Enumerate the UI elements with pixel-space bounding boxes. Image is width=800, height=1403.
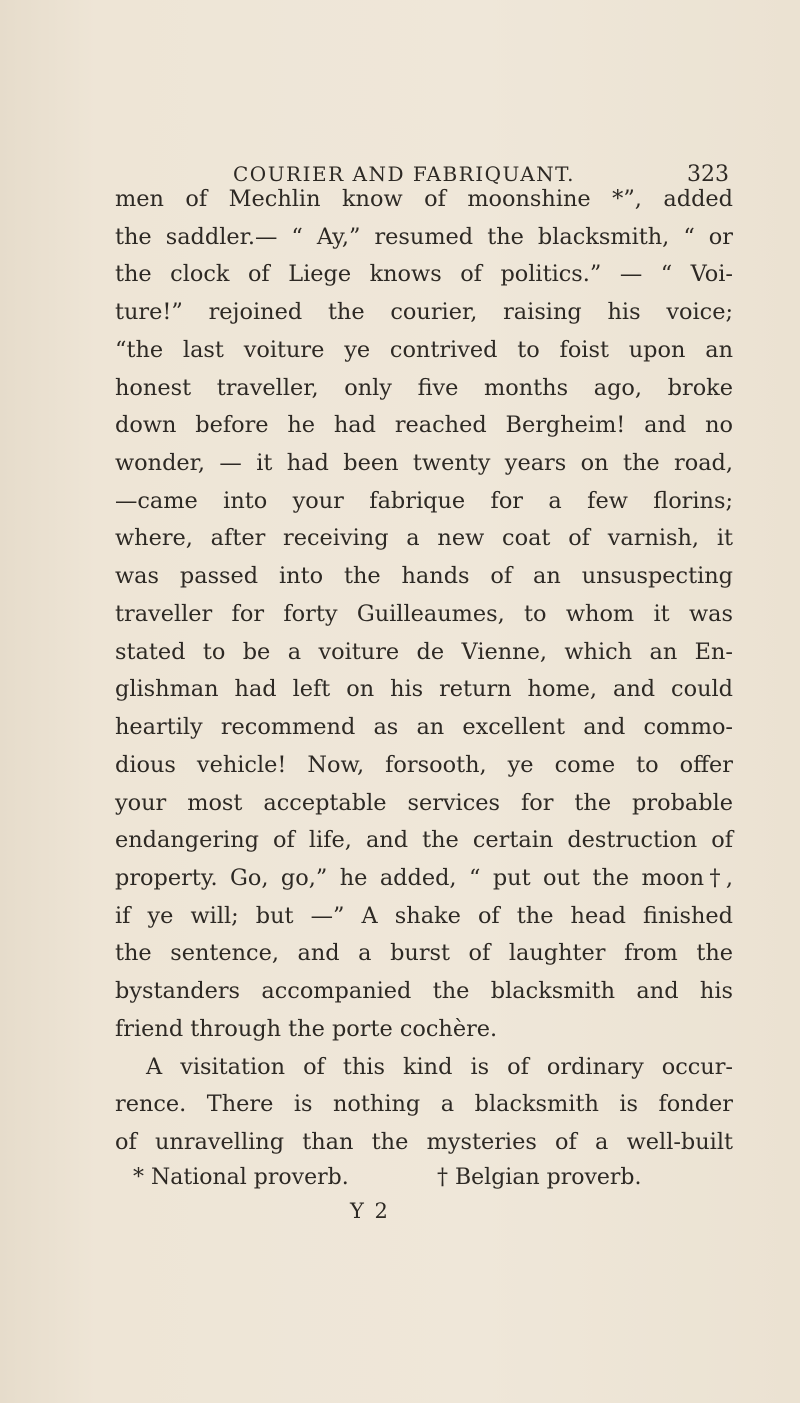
text-line: if ye will; but —” A shake of the head finished <box>115 902 733 929</box>
text-line: wonder, — it had been twenty years on the road, <box>115 450 733 477</box>
text-line: dious vehicle! Now, forsooth, ye come to offer <box>115 751 733 778</box>
text-line: A visitation of this kind is of ordinary occur- <box>146 1053 733 1080</box>
text-line: where, after receiving a new coat of varnish, it <box>115 525 733 552</box>
text-line: glishman had left on his return home, and could <box>115 676 733 703</box>
text-line: the saddler.— “ Ay,” resumed the blacksmith, “ or <box>115 223 733 250</box>
signature-mark: Y 2 <box>350 1199 390 1223</box>
page-number: 323 <box>687 162 729 187</box>
header-title: COURIER AND FABRIQUANT. <box>233 162 575 186</box>
text-line: the clock of Liege knows of politics.” — “ Voi- <box>115 261 733 288</box>
text-line: friend through the porte cochère. <box>115 1015 498 1042</box>
text-line: bystanders accompanied the blacksmith and his <box>115 978 733 1005</box>
text-line: the sentence, and a burst of laughter from the <box>115 940 733 967</box>
text-line: your most acceptable services for the probable <box>115 789 733 816</box>
text-line: of unravelling than the mysteries of a well-built <box>115 1129 733 1155</box>
footnotes <box>133 1160 733 1196</box>
text-line: honest traveller, only five months ago, broke <box>115 374 733 401</box>
text-line: traveller for forty Guilleaumes, to whom it was <box>115 600 733 627</box>
footnote-national-proverb: * National proverb. <box>133 1165 349 1190</box>
footnote-belgian-proverb: † Belgian proverb. <box>437 1165 642 1190</box>
text-line: men of Mechlin know of moonshine *”, added <box>115 186 733 212</box>
text-line: heartily recommend as an excellent and commo- <box>115 714 733 741</box>
text-line: “the last voiture ye contrived to foist upon an <box>115 336 733 363</box>
text-line: rence. There is nothing a blacksmith is fonder <box>115 1091 733 1118</box>
text-line: property. Go, go,” he added, “ put out the moon†, <box>115 864 733 891</box>
text-line: stated to be a voiture de Vienne, which an En- <box>115 638 733 665</box>
text-line: down before he had reached Bergheim! and no <box>115 412 733 439</box>
text-line: —came into your fabrique for a few florins; <box>115 487 733 514</box>
text-line: ture!” rejoined the courier, raising his voice; <box>115 299 733 326</box>
text-line: endangering of life, and the certain destruction of <box>115 827 733 854</box>
text-line: was passed into the hands of an unsuspecting <box>115 563 733 590</box>
